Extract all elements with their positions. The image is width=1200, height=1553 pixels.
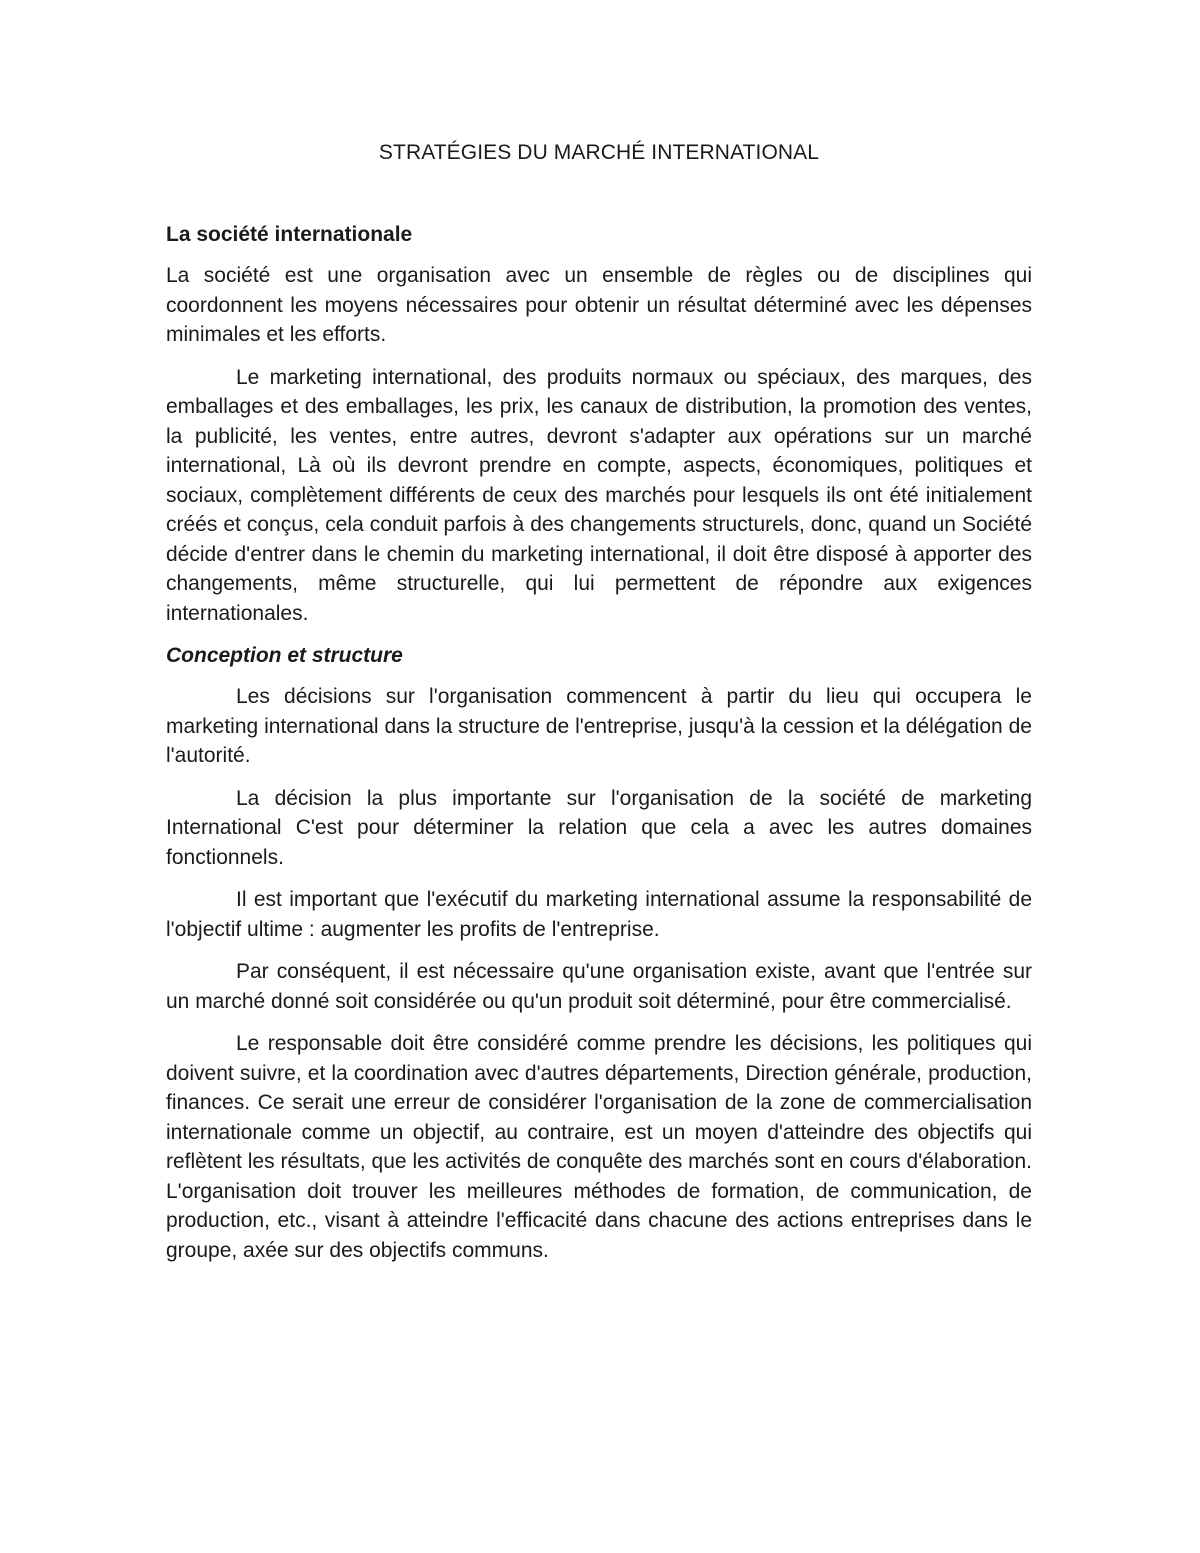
document-title: STRATÉGIES DU MARCHÉ INTERNATIONAL [378, 141, 820, 164]
paragraph-marketing-international: Le marketing international, des produits normaux ou spéciaux, des marques, des emballages et des emballages, les prix, les canaux de distribution, la promotion des ventes, la publicité, les ventes, entre autres, devront s'adapter aux opérations sur un marché international, Là où ils devront prendre en compte, aspects, économiques, politiques et sociaux, complètement différents de ceux des marchés pour lesquels ils ont été initialement créés et conçus, cela conduit parfois à des changements structurels, donc, quand un Société décide d'entrer dans le chemin du marketing international, il doit être disposé à apporter des changements, même structurelle, qui lui permettent de répondre aux exigences internationales. [166, 365, 1032, 625]
paragraph-executif-marketing: Il est important que l'exécutif du marketing international assume la responsabilité de l'objectif ultime : augmenter les profits de l'entreprise. [166, 888, 1032, 941]
document-body [166, 138, 1032, 1278]
paragraph-definition-societe: La société est une organisation avec un ensemble de règles ou de disciplines qui coordonnent les moyens nécessaires pour obtenir un résultat déterminé avec les dépenses minimales et les efforts. [166, 264, 1032, 346]
section-heading-societe: La société internationale [166, 223, 413, 246]
paragraph-responsable: Le responsable doit être considéré comme prendre les décisions, les politiques qui doivent suivre, et la coordination avec d'autres départements, Direction générale, production, finances. Ce serait une erreur de considérer l'organisation de la zone de commercialisation internationale comme un objectif, au contraire, est un moyen d'atteindre des objectifs qui reflètent les résultats, que les activités de conquête des marchés sont en cours d'élaboration. L'organisation doit trouver les meilleures méthodes de formation, de communication, de production, etc., visant à atteindre l'efficacité dans chacune des actions entreprises dans le groupe, axée sur des objectifs communs. [166, 1032, 1032, 1262]
paragraph-decision-importante: La décision la plus importante sur l'organisation de la société de marketing International C'est pour déterminer la relation que cela a avec les autres domaines fonctionnels. [166, 786, 1032, 869]
section-heading-conception: Conception et structure [166, 644, 403, 667]
paragraph-consequent: Par conséquent, il est nécessaire qu'une organisation existe, avant que l'entrée sur un marché donné soit considérée ou qu'un produit soit déterminé, pour être commercialisé. [166, 960, 1032, 1013]
paragraph-decisions-organisation: Les décisions sur l'organisation commencent à partir du lieu qui occupera le marketing international dans la structure de l'entreprise, jusqu'à la cession et la délégation de l'autorité. [166, 685, 1032, 767]
